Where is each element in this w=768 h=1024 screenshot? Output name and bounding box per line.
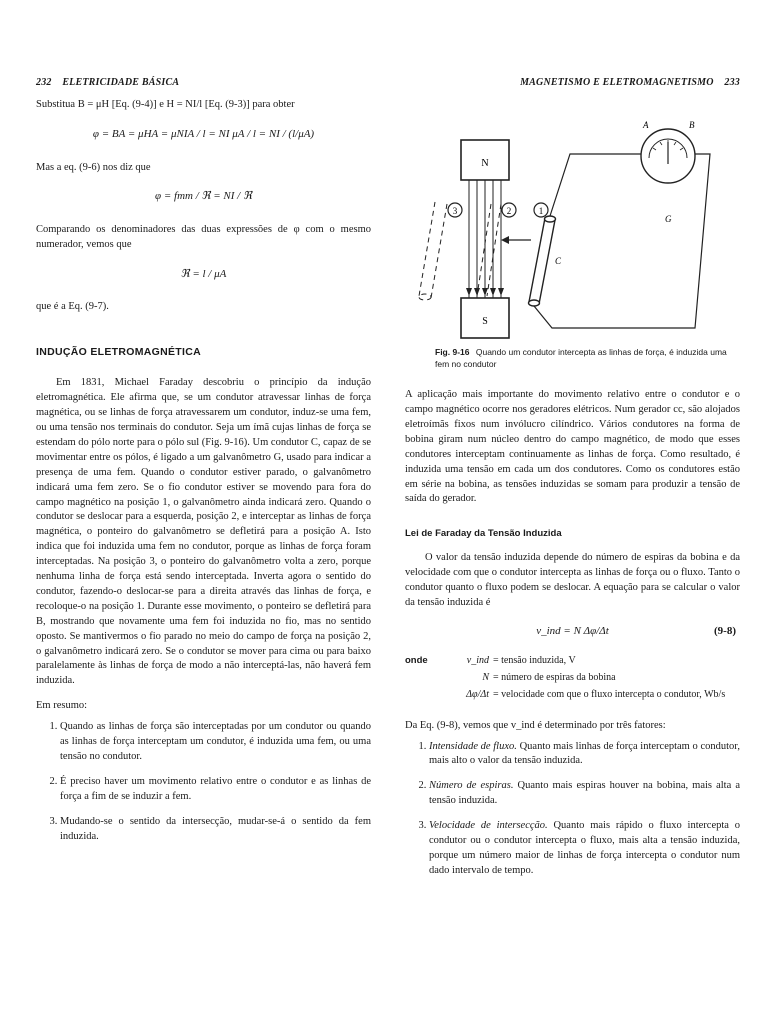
para-faraday: Em 1831, Michael Faraday descobriu o princípio da indução eletromagnética. Ele afirma que, se um condutor atravessar linhas de força magnética, ou se linhas de força atravessarem um condutor, induz-se uma fem, ou uma tensão nos terminais do condutor. Seja um ímã cujas linhas de força se estendam do pólo norte para o pólo sul (Fig. 9-16). Um condutor C, capaz de se movimentar entre os pólos, é ligado a um galvanômetro G, usado para indicar a presença de uma fem. Quando o condutor estiver parado, o galvanômetro indicará uma fem zero. Se o fio condutor estiver se movendo para fora do campo magnético na posição 1, o galvanômetro ainda indicará zero. Quando o condutor se deslocar para a esquerda, posição 2, e interceptar as linhas de força magnética, o ponteiro do galvanômetro se defletirá para a posição A. Isto indica que foi induzida uma fem no condutor, porque as linhas de força foram interceptadas. Na posição 3, o ponteiro do galvanômetro volta a zero, porque nenhuma linha de força está sendo interceptada. Inverta agora o sentido do condutor, fazendo-o deslocar-se para a direita através das linhas de força, e recoloque-o na posição 1. Durante esse movimento, o ponteiro se defletirá para B, mostrando que novamente uma fem foi induzida no fio, mas no sentido oposto. Se mantivermos o fio parado no meio do campo de força na posição 2, o galvanômetro indicará zero. Se o condutor se mover para cima ou para baixo paralelamente às linhas de força de modo a não interceptá-las, não haverá fem induzida. [36,377,371,687]
conductor-c [529,216,556,306]
right-running-header [405,76,740,98]
conductor-position-2 [477,204,501,296]
para-valor: O valor da tensão induzida depende do número de espiras da bobina e da velocidade com que o condutor intercepta as linhas de força ou o fluxo. Tanto o condutor quanto o fluxo podem se deslocar. A equação para se calcular o valor da tensão induzida é [405,551,740,608]
galvanometer-label-b: B [689,120,695,130]
para-aplicacao: A aplicação mais importante do movimento relativo entre o condutor e o campo magnético ocorre nos geradores elétricos. Num gerador cc, são alojados eletroímãs fixos num invólucro cilíndrico. Vários condutores na forma de bobina giram num núcleo dentro do campo magnético, de modo que esses condutores interceptam continuamente as linhas de força. Como resultado, é induzida uma tensão em cada um dos condutores. Como os condutores estão em série na bobina, as tensões induzidas se somam para produzir a tensão de saída do gerador. [405,389,740,505]
left-header-title: ELETRICIDADE BÁSICA [62,77,180,88]
faraday-induction-diagram [405,100,740,340]
where-definitions [405,654,740,703]
caption-number: Fig. 9-16 [435,347,470,357]
where-symbol: Δφ/Δt [466,689,489,701]
where-desc: = tensão induzida, V [493,655,576,667]
where-word: onde [405,655,428,667]
figure-caption [435,346,740,370]
left-page [36,60,371,960]
equation-flux-mmf: φ = fmm / ℜ = NI / ℜ [155,190,252,203]
where-desc: = velocidade com que o fluxo intercepta o condutor, Wb/s [493,689,726,701]
list-item: 2. É preciso haver um movimento relativo entre o condutor e as linhas de força a fim de se induzir a fem. [60,775,371,805]
subsection-title-faraday: Lei de Faraday da Tensão Induzida [405,528,562,540]
equation-tag: (9-8) [714,625,736,638]
conductor-position-3 [419,202,447,300]
right-page-number: 233 [724,77,740,88]
south-pole-label: S [482,316,488,327]
motion-arrow [501,236,531,244]
where-symbol: v_ind [466,655,489,667]
position-3-label: 3 [452,206,458,216]
field-arrowheads [466,288,504,296]
para-que: que é a Eq. (9-7). [36,301,109,313]
para-daeq: Da Eq. (9-8), vemos que v_ind é determinado por três fatores: [405,719,666,731]
galvanometer-label-g: G [665,214,672,224]
north-pole-label: N [481,158,489,169]
list-item: 1. Intensidade de fluxo. Quanto mais linhas de força interceptam o condutor, mais alto o valor da tensão induzida. [429,740,740,770]
left-running-header [36,76,371,98]
equation-flux-derivation: φ = BA = μHA = μNIA / l = NI μA / l = NI / (l/μA) [92,127,315,140]
equation-main: v_ind = N Δφ/Δt [536,625,609,638]
factors-list [405,740,740,879]
where-symbol: N [482,672,489,684]
position-1-label: 1 [538,206,544,216]
caption-text: Quando um condutor intercepta as linhas de força, é induzida uma fem no condutor [435,347,727,370]
summary-list [36,720,371,844]
list-item: 3. Velocidade de intersecção. Quanto mais rápido o fluxo intercepta o condutor ou o condutor intercepta o fluxo, mais alta a tensão induzida, porque um número maior de linhas de força intercepta o condutor num dado intervalo de tempo. [429,819,740,879]
list-item: 2. Número de espiras. Quanto mais espiras houver na bobina, mais alta a tensão induzida. [429,779,740,809]
galvanometer-label-a: A [643,120,649,130]
figure-9-16 [405,100,740,340]
left-page-number: 232 [36,77,52,88]
where-desc: = número de espiras da bobina [493,672,616,684]
wire-top [550,154,641,216]
conductor-label: C [555,256,562,266]
para-mas: Mas a eq. (9-6) nos diz que [36,161,151,173]
position-2-label: 2 [506,206,512,216]
wire-bottom [534,154,710,328]
para-substitua: Substitua B = μH [Eq. (9-4)] e H = NI/l [Eq. (9-3)] para obter [36,99,295,110]
equation-reluctance: ℜ = l / μA [180,267,227,280]
para-comparando: Comparando os denominadores das duas expressões de φ com o mesmo numerador, vemos que [36,224,371,250]
right-page [405,60,740,960]
para-resumo: Em resumo: [36,700,88,712]
right-header-title: MAGNETISMO E ELETROMAGNETISMO [520,77,714,88]
list-item: 3. Mudando-se o sentido da intersecção, mudar-se-á o sentido da fem induzida. [60,815,371,845]
list-item: 1. Quando as linhas de força são interceptadas por um condutor ou quando as linhas de força interceptam um condutor, é induzida uma fem, ou uma tensão no condutor. [60,720,371,765]
equation-induced-voltage [405,624,740,640]
section-title-inducao: INDUÇÃO ELETROMAGNÉTICA [36,346,201,359]
field-lines [469,180,501,298]
